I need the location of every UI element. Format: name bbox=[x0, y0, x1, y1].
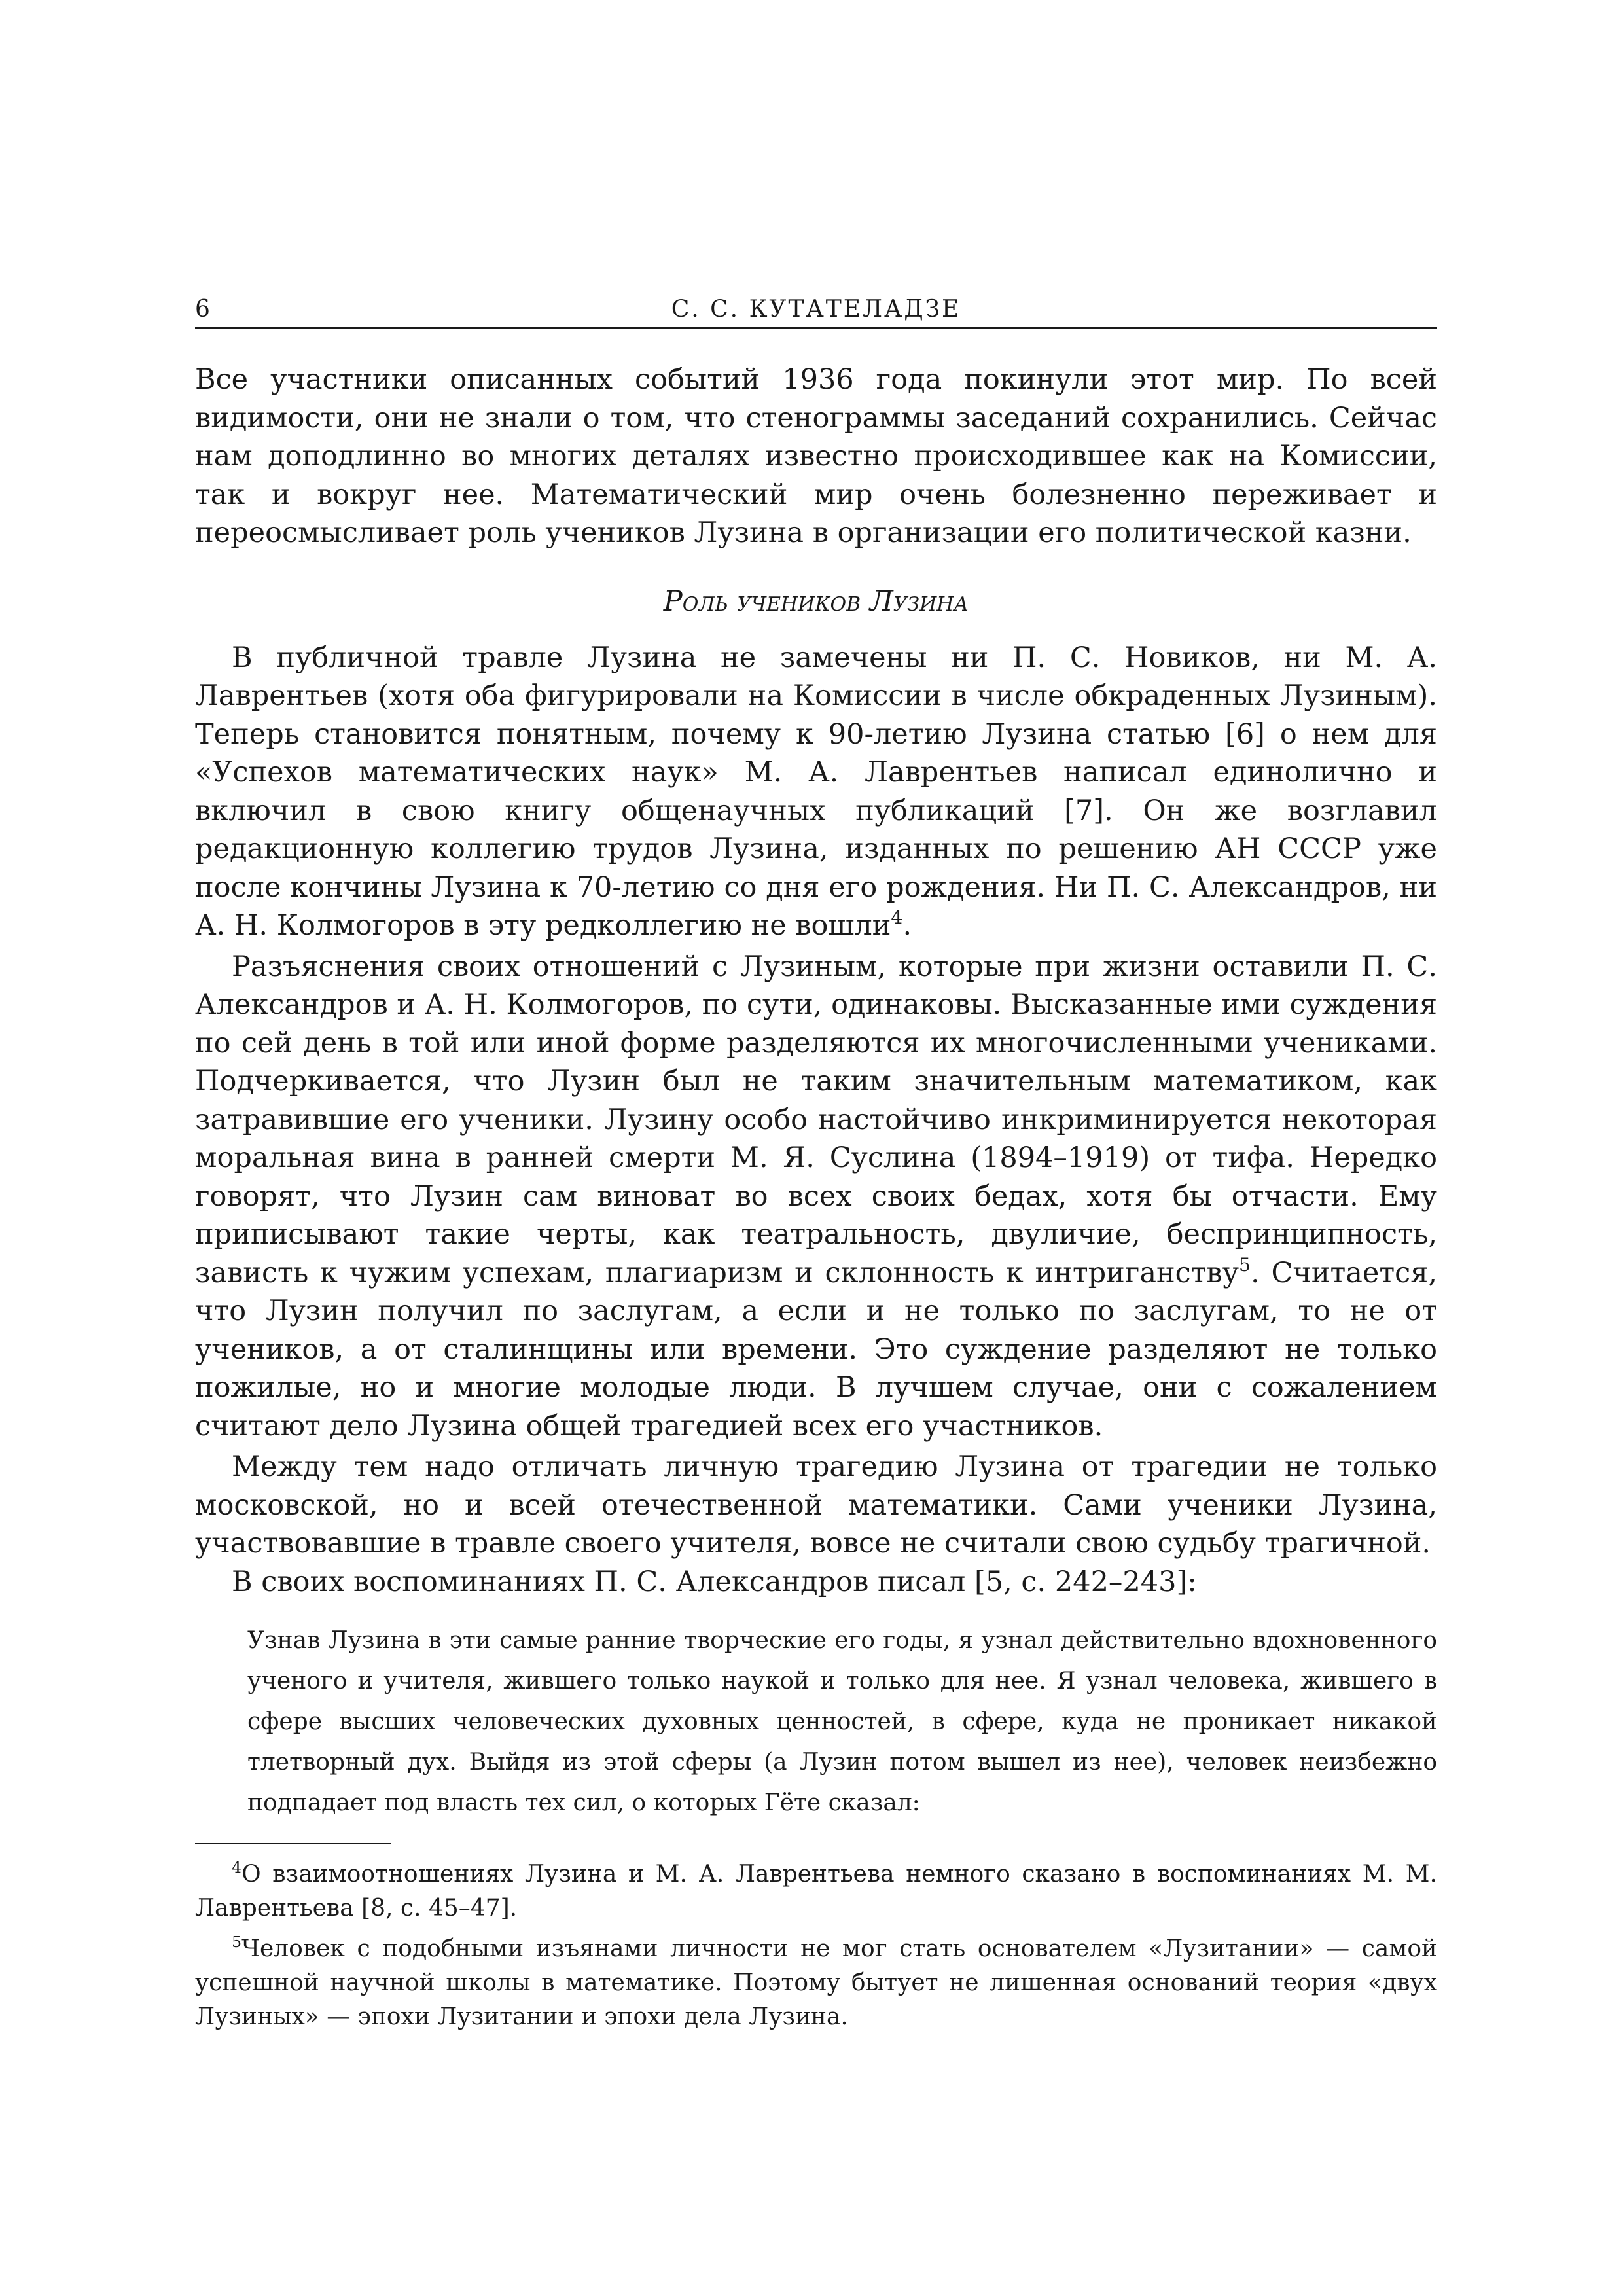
paragraph-2-text-a: Разъяснения своих отношений с Лузиным, которые при жизни оставили П. С. Александров и А. Н. Колмогоров, по сути, одинаковы. Высказанные ими суждения по сей день в той или иной форме разделяются их многочисленными учениками. Подчеркивается, что Лузин был не таким значительным математиком, как затравившие его ученики. Лузину особо настойчиво инкриминируется некоторая моральная вина в ранней смерти М. Я. Суслина (1894–1919) от тифа. Нередко говорят, что Лузин сам виноват во всех своих бедах, хотя бы отчасти. Ему приписывают такие черты, как театральность, двуличие, беспринципность, зависть к чужим успехам, плагиаризм и склонность к интриганству bbox=[195, 950, 1437, 1289]
footnote-4-mark: 4 bbox=[232, 1857, 242, 1876]
footnotes bbox=[195, 1857, 1437, 2034]
paragraph-1-text: В публичной травле Лузина не замечены ни П. С. Новиков, ни М. А. Лаврентьев (хотя оба фигурировали на Комиссии в числе обкраденных Лузиным). Теперь становится понятным, почему к 90-летию Лузина статью [6] о нем для «Успехов математических наук» М. А. Лаврентьев написал единолично и включил в свою книгу общенаучных публикаций [7]. Он же возглавил редакционную коллегию трудов Лузина, изданных по решению АН СССР уже после кончины Лузина к 70-летию со дня его рождения. Ни П. С. Александров, ни А. Н. Колмогоров в эту редколлегию не вошли bbox=[195, 641, 1437, 942]
paragraph-3: Между тем надо отличать личную трагедию Лузина от трагедии не только московской, но и всей отечественной математики. Сами ученики Лузина, участвовавшие в травле своего учителя, вовсе не считали свою судьбу трагичной. bbox=[195, 1450, 1437, 1560]
section-title-first-word: Роль bbox=[663, 584, 728, 618]
header-rule bbox=[195, 327, 1437, 329]
footnote-rule bbox=[195, 1843, 391, 1844]
footnote-ref-4[interactable]: 4 bbox=[891, 906, 903, 928]
footnote-4-text: О взаимоотношениях Лузина и М. А. Лаврентьева немного сказано в воспоминаниях М. М. Лаврентьева [8, с. 45–47]. bbox=[195, 1861, 1437, 1922]
paragraph-2 bbox=[195, 948, 1437, 1446]
running-title: С. С. КУТАТЕЛАДЗЕ bbox=[671, 296, 961, 323]
body-text bbox=[195, 361, 1437, 1601]
footnote-ref-5[interactable]: 5 bbox=[1239, 1253, 1251, 1276]
paragraph-4: В своих воспоминаниях П. С. Александров писал [5, с. 242–243]: bbox=[232, 1565, 1197, 1598]
footnote-5-mark: 5 bbox=[232, 1932, 242, 1951]
footnote-5 bbox=[195, 1932, 1437, 2034]
footnote-4 bbox=[195, 1857, 1437, 1926]
paragraph-1 bbox=[195, 639, 1437, 945]
paragraph-2-text-b: . Считается, что Лузин получил по заслугам, а если и не только по заслугам, то не от учеников, а от сталинщины или времени. Это суждение разделяют не только пожилые, но и многие молодые люди. В лучшем случае, они с сожалением считают дело Лузина общей трагедией всех его участников. bbox=[195, 1256, 1437, 1443]
running-head bbox=[195, 293, 1437, 326]
paragraph-1-tail: . bbox=[902, 909, 912, 942]
page-number: 6 bbox=[195, 296, 210, 323]
section-title bbox=[195, 583, 1437, 620]
page bbox=[195, 293, 1437, 2034]
section-title-middle-word: учеников bbox=[737, 584, 861, 618]
intro-paragraph: Все участники описанных событий 1936 года покинули этот мир. По всей видимости, они не знали о том, что стенограммы заседаний сохранились. Сейчас нам доподлинно во многих деталях известно происходившее как на Комиссии, так и вокруг нее. Математический мир очень болезненно переживает и переосмысливает роль учеников Лузина в организации его политической казни. bbox=[195, 363, 1437, 549]
section-title-last-word: Лузина bbox=[869, 584, 969, 618]
footnote-5-text: Человек с подобными изъянами личности не мог стать основателем «Лузитании» — самой успешной научной школы в математике. Поэтому бытует не лишенная оснований теория «двух Лузиных» — эпохи Лузитании и эпохи дела Лузина. bbox=[195, 1935, 1437, 2030]
block-quote: Узнав Лузина в эти самые ранние творческие его годы, я узнал действительно вдохновенного ученого и учителя, жившего только наукой и только для нее. Я узнал человека, жившего в сфере высших человеческих духовных ценностей, в сфере, куда не проникает никакой тлетворный дух. Выйдя из этой сферы (а Лузин потом вышел из нее), человек неизбежно подпадает под власть тех сил, о которых Гёте сказал: bbox=[247, 1627, 1437, 1816]
